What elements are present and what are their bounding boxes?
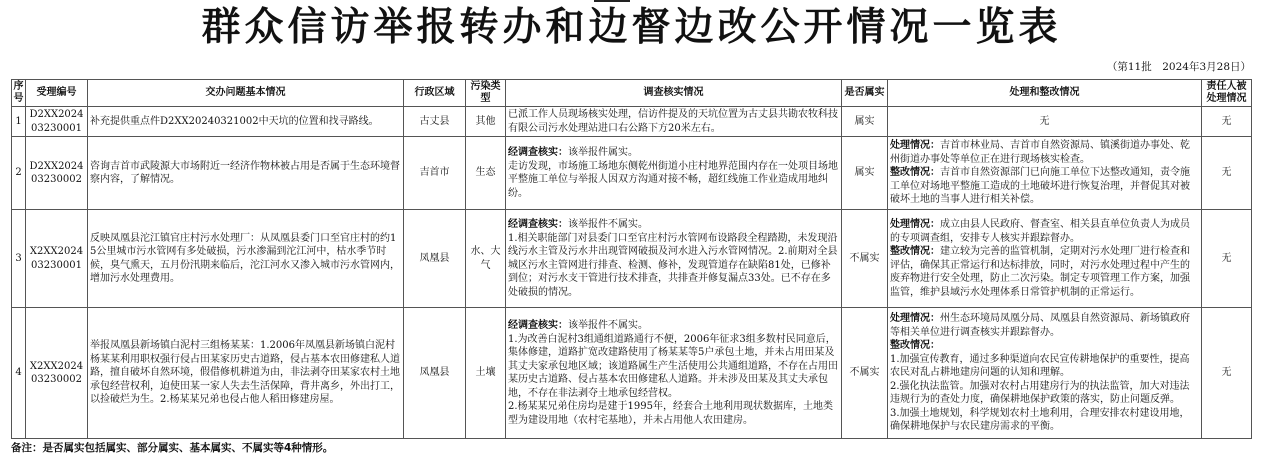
handle-text: 3.加强土地规划，科学规划农村土地利用，合理安排农村建设用地，确保耕地保护与农民建房需求的平衡。: [890, 407, 1190, 433]
cell-verify: [506, 137, 842, 210]
verify-paragraph: [508, 218, 839, 232]
handle-text: 成立由县人民政府、督查室、相关县直单位负责人为成员的专项调查组，安排专人核实并跟踪督办。: [890, 219, 1190, 244]
handle-text: 建立较为完善的监管机制，定期对污水处理厂进行检查和评估，确保其正常运行和达标排放，同时，对污水处理过程中产生的废弃物进行安全处理，防止二次污染。制定专项管理工作方案，加强监管，维护县域污水处理体系日常管护机制的正常运行。: [890, 246, 1190, 298]
handle-label: 整改情况：: [890, 246, 940, 257]
handle-paragraph: [890, 166, 1199, 207]
verify-paragraph: [508, 146, 839, 160]
header-resp: 责任人被处理情况: [1202, 80, 1252, 107]
handle-paragraph: [890, 407, 1199, 434]
handle-text: 州生态环境局凤凰分局、凤凰县自然资源局、新场镇政府等相关单位进行调查核实并跟踪督办。: [890, 313, 1190, 338]
cell-region: 古丈县: [404, 107, 466, 137]
footnote: 备注：是否属实包括属实、部分属实、基本属实、不属实等4种情形。: [11, 442, 334, 454]
cell-region: 吉首市: [404, 137, 466, 210]
handle-paragraph: [890, 353, 1199, 380]
cell-no: 3: [12, 210, 26, 308]
cell-is-true: 不属实: [842, 308, 888, 439]
cell-resp: 无: [1202, 137, 1252, 210]
verify-text: 2.杨某某兄弟住房均是建于1995年，经套合土地利用现状数据库，土地类型为建设用地（农村宅基地），并未占用他人农田建房。: [508, 401, 833, 426]
cell-no: 1: [12, 107, 26, 137]
cell-issue: 咨询吉首市武陵源大市场附近一经济作物林被占用是否属于生态环境督察内容，了解情况。: [88, 137, 404, 210]
handle-paragraph: [890, 245, 1199, 299]
handle-text: 吉首市自然资源部门已向施工单位下达整改通知，责令施工单位对场地平整施工造成的土地破坏进行恢复治理，并督促其对被破坏土地的当事人进行相关补偿。: [890, 167, 1190, 206]
handle-paragraph: [890, 339, 1199, 353]
handle-paragraph: [890, 218, 1199, 245]
batch-info: （第11批 2024年3月28日）: [1106, 61, 1251, 73]
cell-resp: 无: [1202, 308, 1252, 439]
cell-type: 其他: [466, 107, 506, 137]
cell-is-true: 不属实: [842, 210, 888, 308]
verify-paragraph: [508, 108, 839, 135]
cell-no: 4: [12, 308, 26, 439]
header-row: [12, 80, 1252, 107]
handle-paragraph: [890, 380, 1199, 407]
cell-handle: [888, 107, 1202, 137]
report-table: [11, 79, 1252, 439]
cell-region: 凤凰县: [404, 308, 466, 439]
header-issue: 交办问题基本情况: [88, 80, 404, 107]
handle-text: 吉首市林业局、吉首市自然资源局、镇溪街道办事处、乾州街道办事处等单位正在进行现场核实检查。: [890, 140, 1190, 165]
handle-label: 整改情况：: [890, 167, 940, 179]
table-row: [12, 137, 1252, 210]
cell-issue: 反映凤凰县沱江镇官庄村污水处理厂：从凤凰县委门口至官庄村的约15公里城市污水管网有多处破损，污水渗漏到沱江河中，枯水季节时候，臭气熏天，五月份汛期来临后，沱江河水又渗入城市污水管网内，增加污水处理费用。: [88, 210, 404, 308]
verify-paragraph: [508, 232, 839, 300]
handle-text: 2.强化执法监管。加强对农村占用建房行为的执法监管，加大对违法违规行为的查处力度，确保耕地保护政策的落实，防止问题反弹。: [890, 380, 1190, 406]
verify-paragraph: [508, 333, 839, 401]
handle-paragraph: [890, 312, 1199, 339]
cell-code: X2XX2024 03230001: [26, 210, 88, 308]
cell-code: D2XX2024 03230002: [26, 137, 88, 210]
header-verify: 调查核实情况: [506, 80, 842, 107]
header-no: 序号: [12, 80, 26, 107]
page-title: 群众信访举报转办和边督边改公开情况一览表: [201, 5, 1062, 50]
cell-resp: 无: [1202, 107, 1252, 137]
cell-verify: [506, 107, 842, 137]
cell-type: 水、大气: [466, 210, 506, 308]
cell-handle: [888, 308, 1202, 439]
verify-label: 经调查核实：: [508, 147, 568, 158]
verify-text: 走访发现，市场施工场地东侧乾州街道小庄村地界范围内存在一处项目场地平整施工单位与举报人因双方沟通对接不畅，超红线施工作业造成用地纠纷。: [508, 160, 838, 199]
top-rule: [594, 0, 630, 2]
cell-no: 2: [12, 137, 26, 210]
header-type: 污染类型: [466, 80, 506, 107]
verify-text: 已派工作人员现场核实处理，信访件提及的天坑位置为古丈县共勘农牧科技有限公司污水处理站进口右公路下方20米左右。: [508, 109, 838, 134]
cell-code: D2XX2024 03230001: [26, 107, 88, 137]
header-true: 是否属实: [842, 80, 888, 107]
cell-region: 凤凰县: [404, 210, 466, 308]
handle-label: 整改情况：: [890, 340, 940, 352]
verify-text: 该举报件属实。: [568, 147, 638, 158]
table-row: [12, 210, 1252, 308]
handle-label: 处理情况：: [890, 313, 940, 325]
cell-type: 生态: [466, 137, 506, 210]
cell-type: 土壤: [466, 308, 506, 439]
verify-text: 该举报件不属实。: [568, 219, 648, 230]
verify-text: 1.为改善白泥村3组通组道路通行不便，2006年征求3组多数村民同意后，集体修建，道路扩宽改建路使用了杨某某等5户承包土地，并未占用田某及其丈夫家承包地区域；该道路属生产生活使用公共通组道路，不存在占用田某历史古道路、侵占基本农田修建私人道路。并未涉及田某及其丈夫承包地，不存在非法剥夺土地承包经营权。: [508, 333, 838, 399]
cell-is-true: 属实: [842, 107, 888, 137]
handle-label: 处理情况：: [890, 219, 940, 230]
table-body: [12, 107, 1252, 439]
cell-verify: [506, 308, 842, 439]
cell-resp: 无: [1202, 210, 1252, 308]
verify-paragraph: [508, 160, 839, 201]
verify-text: 1.相关职能部门对县委门口至官庄村污水管网布设路段全程踏勘，未发现沿线污水主管及污水井出现管网破损及河水进入污水管网情况。2.前期对全县城区污水主管网进行排查、检测、修补，发现管道存在缺陷81处，已修补到位；对污水支干管进行技术排查，共排查并修复漏点33处。已不存在多处破损的情况。: [508, 232, 838, 298]
handle-paragraph: [890, 139, 1199, 166]
handle-text: 1.加强宣传教育，通过多种渠道向农民宣传耕地保护的重要性，提高农民对乱占耕地建房问题的认知和理解。: [890, 353, 1190, 379]
cell-is-true: 属实: [842, 137, 888, 210]
cell-verify: [506, 210, 842, 308]
cell-code: X2XX2024 03230002: [26, 308, 88, 439]
verify-paragraph: [508, 400, 839, 427]
verify-label: 经调查核实：: [508, 320, 568, 331]
handle-label: 处理情况：: [890, 140, 940, 152]
header-region: 行政区域: [404, 80, 466, 107]
cell-handle: [888, 210, 1202, 308]
header-code: 受理编号: [26, 80, 88, 107]
cell-issue: 补充提供重点件D2XX20240321002中天坑的位置和找寻路线。: [88, 107, 404, 137]
verify-text: 该举报件不属实。: [568, 320, 648, 331]
verify-label: 经调查核实：: [508, 219, 568, 230]
header-handle: 处理和整改情况: [888, 80, 1202, 107]
table-row: [12, 107, 1252, 137]
cell-issue: 举报凤凰县新场镇白泥村三组杨某某：1.2006年凤凰县新场镇白泥村杨某某利用职权强行侵占田某家历史古道路，侵占基本农田修建私人道路，擅自破坏自然环境，假借修机耕道为由，非法剥夺田某家农村土地承包经营权利，迫使田某一家人失去生活保障，背井离乡，外出打工，以捡破烂为生。2.杨某某兄弟也侵占他人稻田修建房屋。: [88, 308, 404, 439]
cell-handle: [888, 137, 1202, 210]
table-row: [12, 308, 1252, 439]
handle-paragraph: [890, 115, 1199, 129]
verify-paragraph: [508, 319, 839, 333]
handle-text: 无: [1039, 115, 1050, 127]
